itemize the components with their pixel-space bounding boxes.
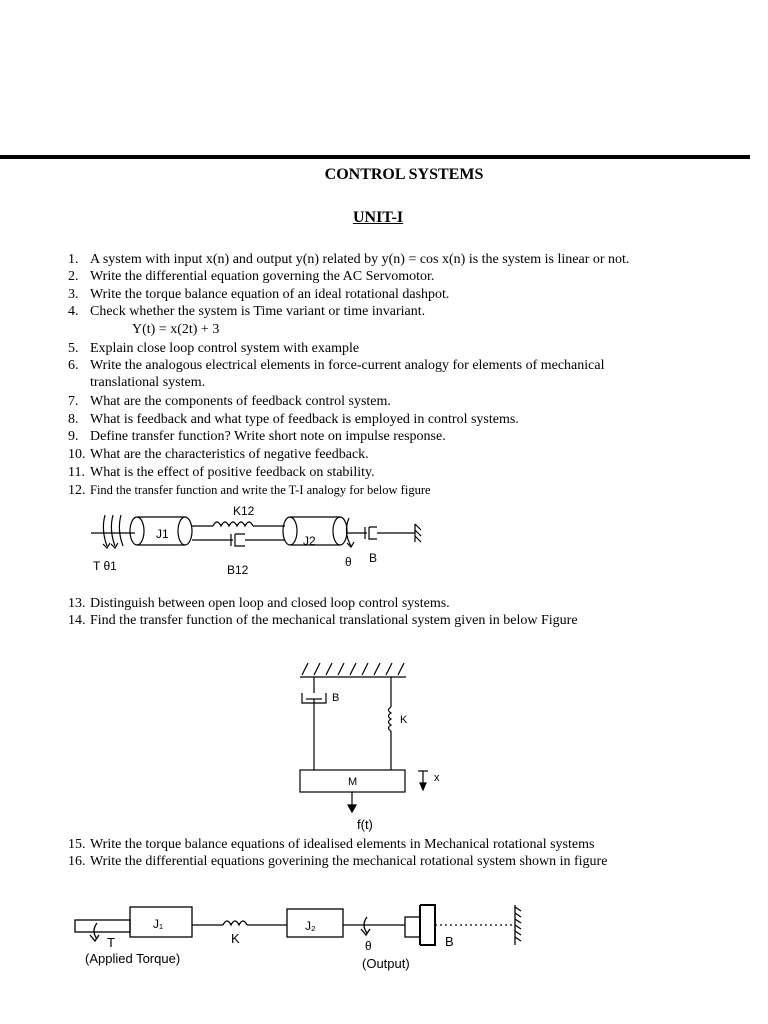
label-t-theta1: T θ1 — [93, 559, 117, 573]
label-m: M — [348, 776, 358, 788]
question-item: 7. What are the components of feedback control system. — [68, 394, 391, 409]
label-b: B — [445, 934, 454, 949]
question-item: 12. Find the transfer function and write the T-I analogy for below figure — [68, 483, 431, 498]
question-item: 4. Check whether the system is Time variant or time invariant. — [68, 304, 426, 319]
question-item: 9. Define transfer function? Write short note on impulse response. — [68, 429, 446, 444]
label-theta: θ — [345, 555, 352, 569]
label-output: (Output) — [362, 956, 410, 971]
question-item: 6. Write the analogous electrical elements in force-current analogy for elements of mechanical — [68, 358, 605, 373]
label-k: K — [400, 714, 408, 726]
question-item: 16. Write the differential equations goverining the mechanical rotational system shown in figure — [68, 854, 608, 869]
equation-line: Y(t) = x(2t) + 3 — [132, 322, 220, 337]
label-b12: B12 — [227, 563, 249, 577]
label-j1: J₁ — [153, 917, 164, 931]
label-b: B — [332, 692, 340, 704]
unit-heading: UNIT-I — [352, 209, 404, 226]
label-k12: K12 — [233, 504, 255, 518]
question-item: 8. What is feedback and what type of feedback is employed in control systems. — [68, 412, 519, 427]
question-item: 14. Find the transfer function of the mechanical translational system given in below Figure — [68, 613, 578, 628]
label-j2: J2 — [303, 534, 316, 548]
label-x: x — [434, 772, 440, 784]
question-item: 1. A system with input x(n) and output y(n) related by y(n) = cos x(n) is the system is linear or not. — [68, 252, 630, 267]
label-theta: θ — [365, 939, 372, 953]
question-item: 10. What are the characteristics of negative feedback. — [68, 447, 369, 462]
question-item: 3. Write the torque balance equation of an ideal rotational dashpot. — [68, 287, 450, 302]
document-title: CONTROL SYSTEMS — [324, 166, 484, 183]
label-applied-torque: (Applied Torque) — [85, 951, 181, 966]
label-t: T — [107, 935, 115, 950]
question-item: 13. Distinguish between open loop and closed loop control systems. — [68, 596, 450, 611]
question-item: 2. Write the differential equation governing the AC Servomotor. — [68, 269, 435, 284]
figure-rotational-output — [75, 895, 545, 980]
figure-rotational-two-inertia — [85, 500, 435, 580]
figure-translational-mass — [290, 655, 460, 835]
label-ft: f(t) — [357, 817, 373, 832]
question-continuation: translational system. — [90, 375, 206, 390]
question-item: 5. Explain close loop control system with example — [68, 341, 360, 356]
header-rule — [0, 155, 750, 159]
label-j2: J₂ — [305, 919, 316, 933]
question-item: 15. Write the torque balance equations of idealised elements in Mechanical rotational systems — [68, 837, 595, 852]
label-b: B — [369, 551, 378, 565]
label-j1: J1 — [156, 527, 169, 541]
label-k: K — [231, 931, 240, 946]
question-item: 11. What is the effect of positive feedback on stability. — [68, 465, 375, 480]
